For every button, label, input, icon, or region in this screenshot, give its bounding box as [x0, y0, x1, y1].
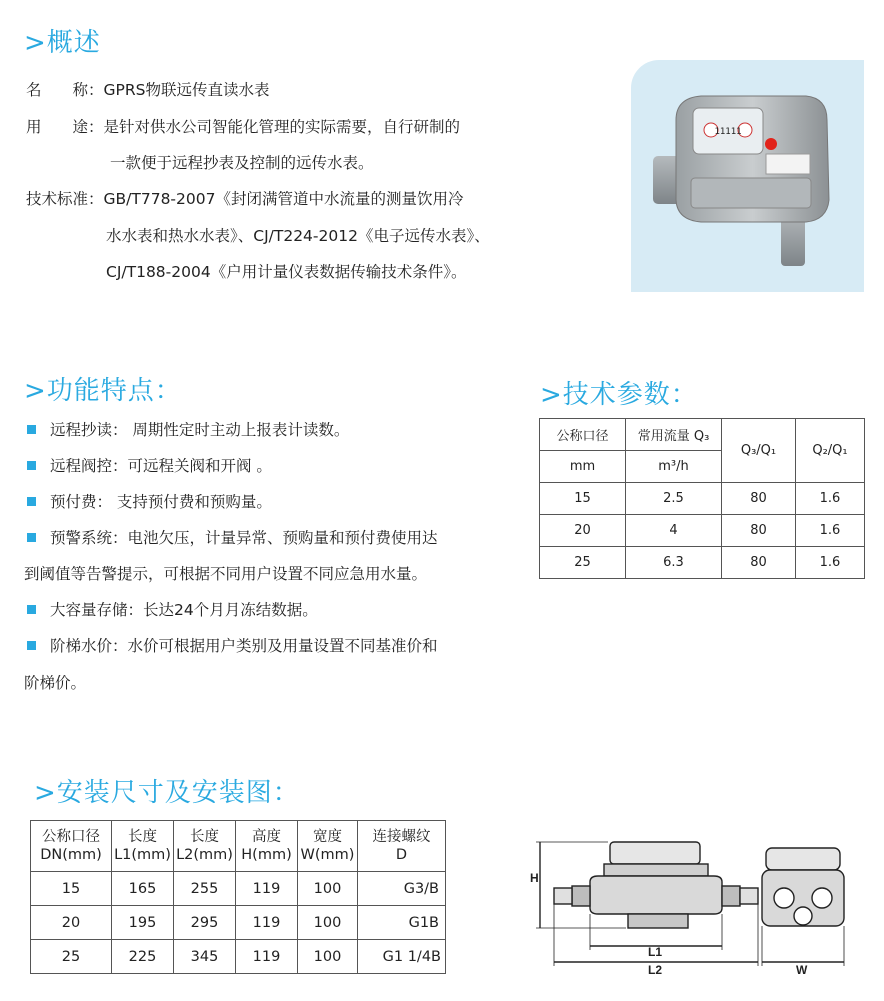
- features-title: >功能特点：: [24, 376, 182, 406]
- use-value-cont: 一款便于远程抄表及控制的远传水表。: [110, 154, 374, 172]
- use-label: 用 途：: [26, 118, 104, 136]
- bullet-icon: [27, 461, 36, 470]
- feature-item-cont: 阶梯价。: [24, 674, 87, 692]
- meter-dimension-drawing: [528, 828, 858, 978]
- bullet-icon: [27, 641, 36, 650]
- table-row: 20 4 80 1.6: [540, 515, 865, 547]
- tech-header-q2q1: Q₂/Q₁: [796, 419, 865, 483]
- dial-digits: 11111: [714, 127, 742, 137]
- feature-item: 预付费： 支持预付费和预购量。: [27, 492, 272, 512]
- feature-item: 远程抄读： 周期性定时主动上报表计读数。: [27, 420, 349, 440]
- std-value: GB/T778-2007《封闭满管道中水流量的测量饮用冷: [103, 190, 464, 208]
- feature-item: 预警系统：电池欠压，计量异常、预购量和预付费使用达: [27, 528, 438, 548]
- table-row: 25 225 345 119 100 G1 1/4B: [31, 940, 446, 974]
- dim-label-w: W: [796, 963, 808, 977]
- table-row: 15 2.5 80 1.6: [540, 483, 865, 515]
- std-value-cont-1: 水水表和热水水表》、CJ/T224-2012《电子远传水表》、: [106, 227, 490, 245]
- table-row: 25 6.3 80 1.6: [540, 547, 865, 579]
- name-label: 名 称：: [26, 81, 104, 99]
- product-photo: [631, 60, 864, 292]
- tech-header-flow-unit: m³/h: [626, 451, 722, 483]
- water-meter-image: [631, 60, 864, 292]
- overview-title: >概述: [24, 28, 101, 58]
- tech-header-dn: 公称口径: [540, 419, 626, 451]
- std-row: [26, 189, 463, 209]
- tech-header-dn-unit: mm: [540, 451, 626, 483]
- install-title: >安装尺寸及安装图：: [34, 778, 300, 808]
- table-header-row: 公称口径 DN(mm) 长度 L1(mm) 长度 L2(mm) 高度 H(mm) 宽度 W(mm) 连接螺纹 D: [31, 821, 446, 872]
- dim-label-h: H: [530, 871, 539, 885]
- name-value: GPRS物联远传直读水表: [103, 81, 270, 99]
- name-row: [26, 80, 269, 100]
- tech-table: [539, 418, 865, 579]
- table-row: 15 165 255 119 100 G3/B: [31, 872, 446, 906]
- tech-header-q3q1: Q₃/Q₁: [722, 419, 796, 483]
- installation-drawing: [528, 828, 858, 978]
- bullet-icon: [27, 425, 36, 434]
- install-table: [30, 820, 446, 974]
- feature-item-cont: 到阈值等告警提示，可根据不同用户设置不同应急用水量。: [24, 565, 428, 583]
- tech-header-flow: 常用流量 Q₃: [626, 419, 722, 451]
- feature-item: 阶梯水价：水价可根据用户类别及用量设置不同基准价和: [27, 636, 438, 656]
- dim-label-l1: L1: [648, 945, 663, 959]
- feature-item: 远程阀控：可远程关阀和开阀 。: [27, 456, 272, 476]
- bullet-icon: [27, 533, 36, 542]
- use-value: 是针对供水公司智能化管理的实际需要，自行研制的: [103, 118, 461, 136]
- table-row: 20 195 295 119 100 G1B: [31, 906, 446, 940]
- bullet-icon: [27, 497, 36, 506]
- feature-item: 大容量存储：长达24个月月冻结数据。: [27, 600, 318, 620]
- dim-label-l2: L2: [648, 963, 663, 977]
- std-value-cont-2: CJ/T188-2004《户用计量仪表数据传输技术条件》。: [106, 263, 467, 281]
- std-label: 技术标准：: [26, 190, 104, 208]
- tech-title: >技术参数：: [540, 380, 698, 410]
- bullet-icon: [27, 605, 36, 614]
- use-row: [26, 117, 460, 137]
